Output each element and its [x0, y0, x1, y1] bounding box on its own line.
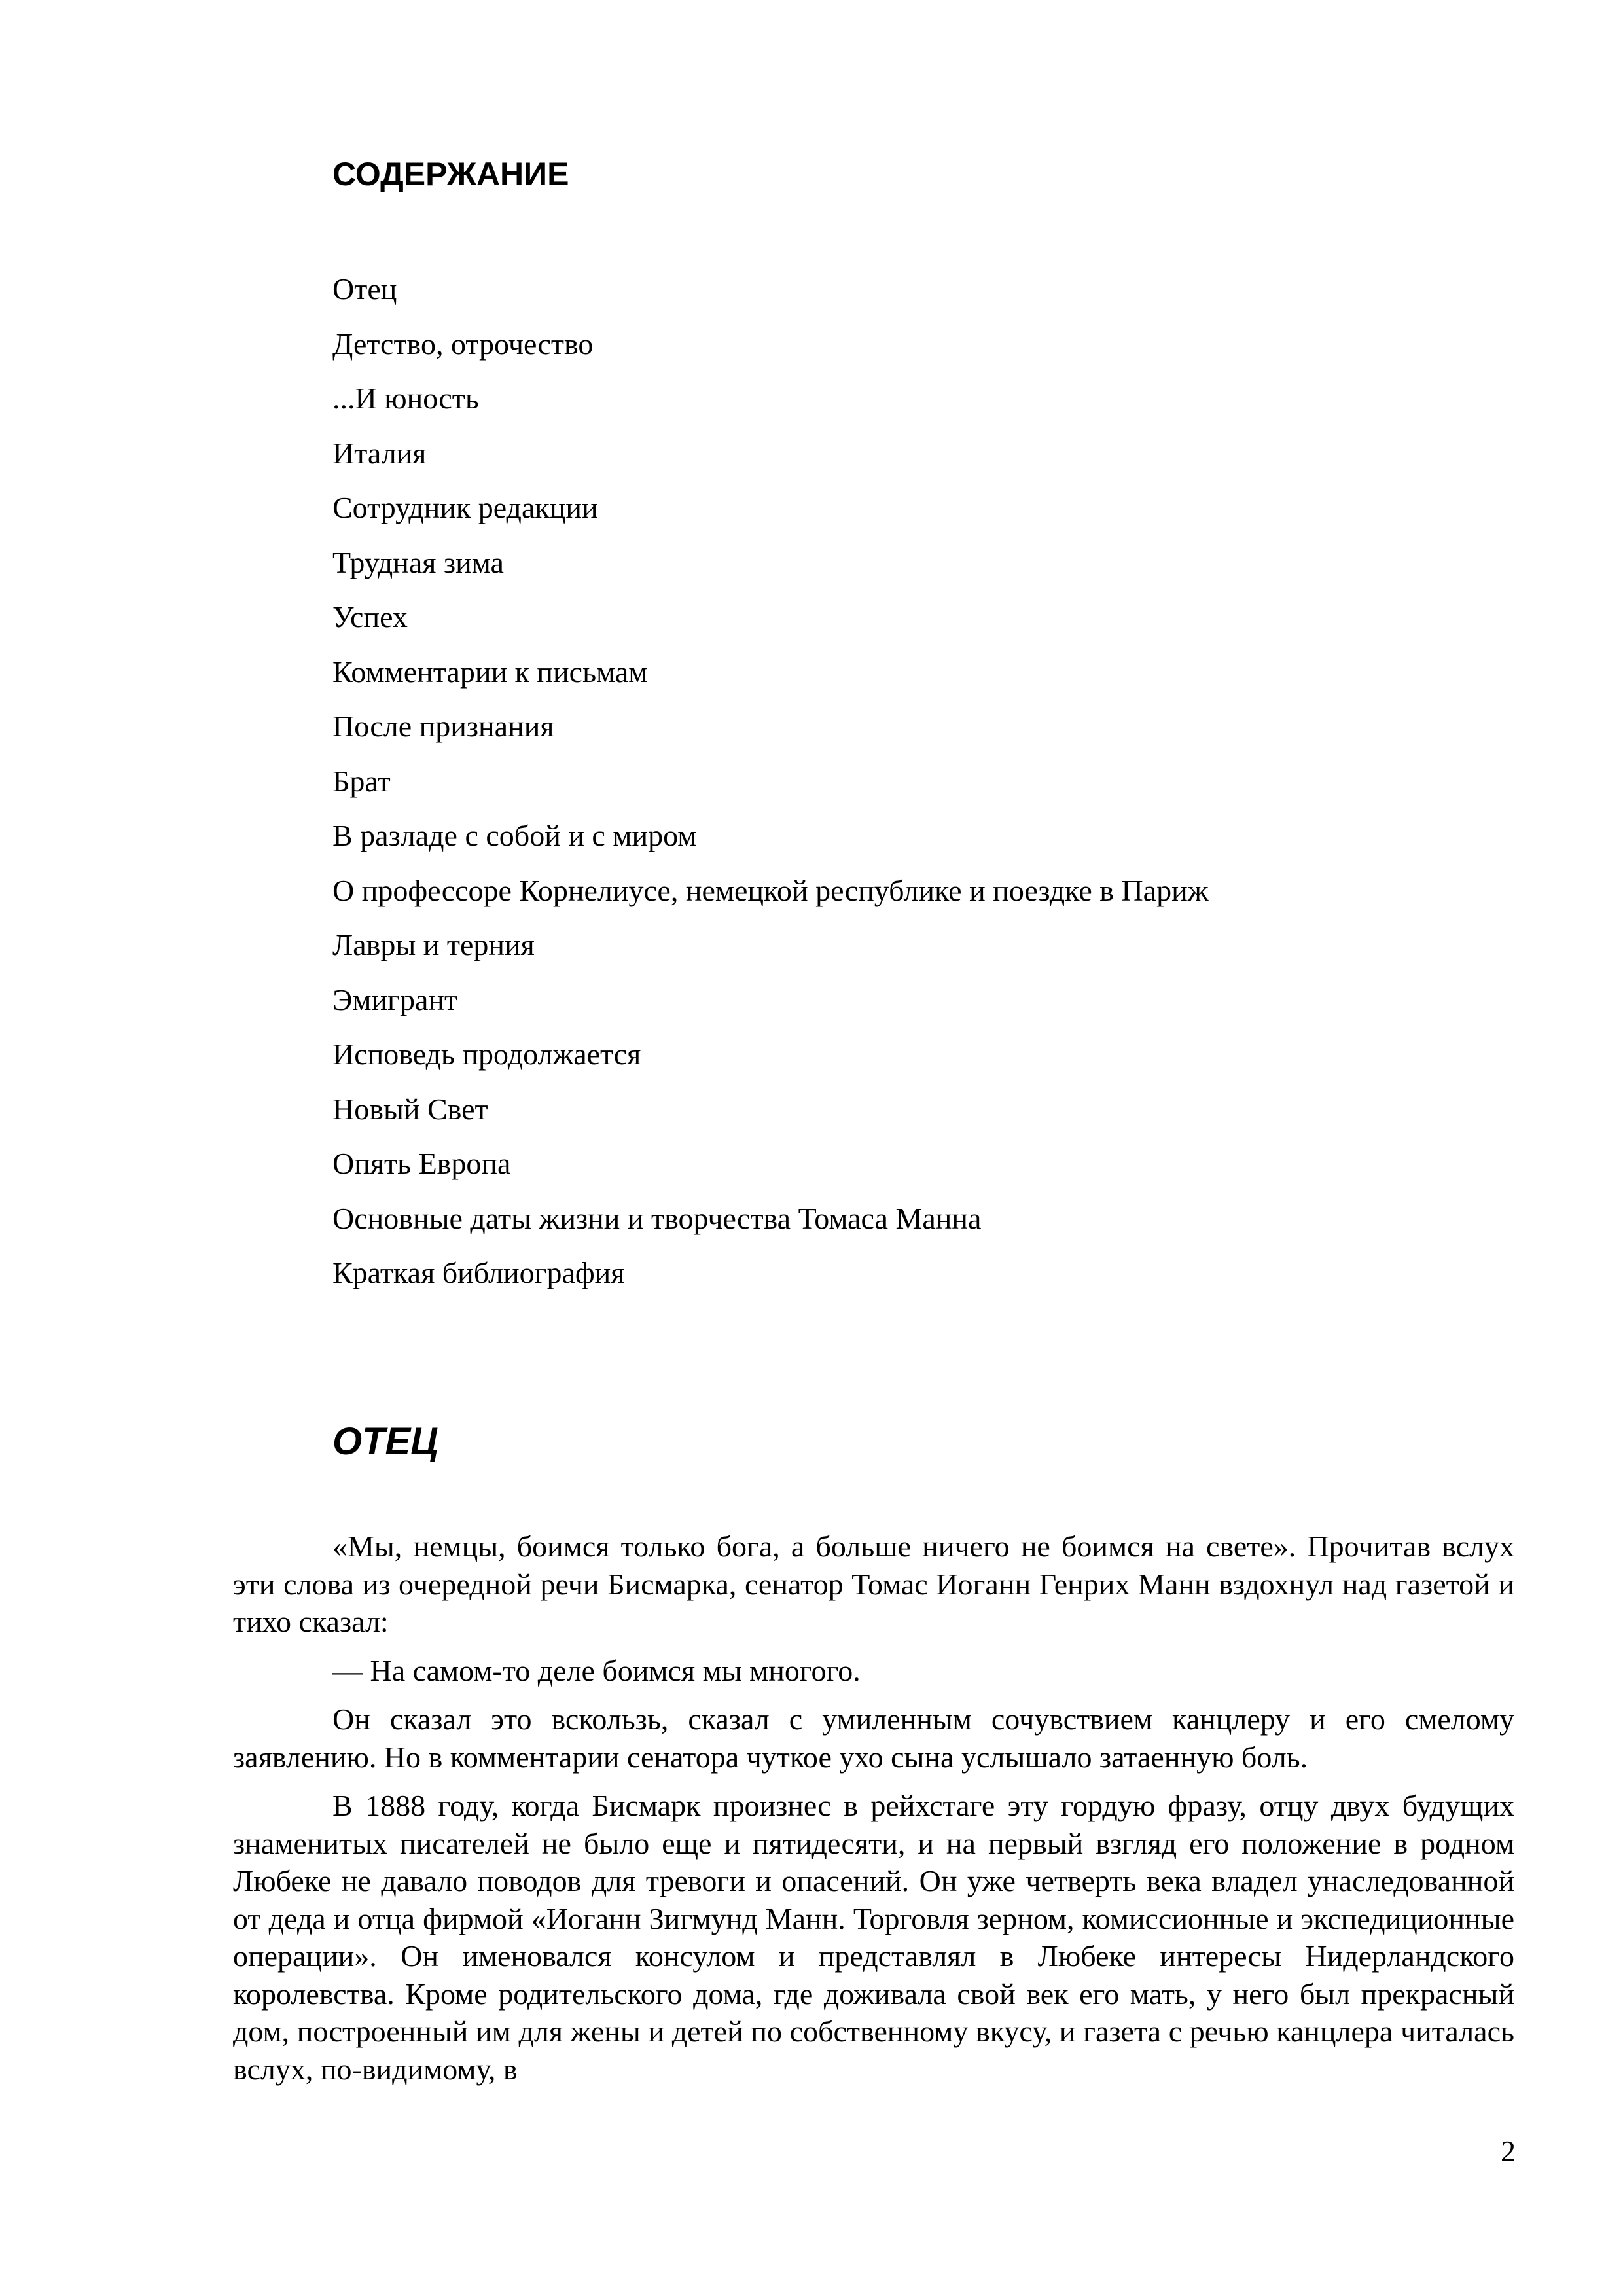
toc-item-detstvo: Детство, отрочество	[332, 327, 594, 361]
toc-heading: СОДЕРЖАНИЕ	[332, 156, 569, 192]
toc-item-ispoved: Исповедь продолжается	[332, 1037, 641, 1071]
toc-item-otets: Отец	[332, 272, 397, 306]
table-of-contents	[332, 262, 1209, 1300]
toc-item-trudnaya-zima: Трудная зима	[332, 545, 504, 579]
toc-item-o-professore: О профессоре Корнелиусе, немецкой республике и поездке в Париж	[332, 873, 1209, 907]
toc-item-brat: Брат	[332, 764, 391, 798]
paragraph: — На самом-то деле боимся мы многого.	[332, 1653, 861, 1687]
toc-item-lavry: Лавры и терния	[332, 928, 535, 961]
page-number: 2	[1501, 2134, 1516, 2168]
paragraph: В 1888 году, когда Бисмарк произнес в рейхстаге эту гордую фразу, отцу двух будущих знаменитых писателей не было еще и пятидесяти, и на первый взгляд его положение в родном Любеке не давало поводов для тревоги и опасений. Он уже четверть века владел унаследованной от деда и отца фирмой «Иоганн Зигмунд Манн. Торговля зерном, комиссионные и экспедиционные операции». Он именовался консулом и представлял в Любеке интересы Нидерландского королевства. Кроме родительского дома, где доживала свой век его мать, у него был прекрасный дом, построенный им для жены и детей по собственному вкусу, и газета с речью канцлера читалась вслух, по-видимому, в	[233, 1789, 1514, 2086]
toc-item-kommentarii: Комментарии к письмам	[332, 655, 648, 689]
toc-item-v-razlade: В разладе с собой и с миром	[332, 819, 697, 852]
toc-item-osnovnye-daty: Основные даты жизни и творчества Томаса Манна	[332, 1201, 982, 1235]
toc-item-emigrant: Эмигрант	[332, 982, 458, 1016]
toc-item-sotrudnik: Сотрудник редакции	[332, 491, 598, 524]
toc-item-italiya: Италия	[332, 436, 427, 470]
chapter-body	[233, 1528, 1514, 2099]
toc-item-uspekh: Успех	[332, 600, 408, 634]
toc-item-opyat-evropa: Опять Европа	[332, 1147, 511, 1180]
chapter-title: ОТЕЦ	[332, 1420, 438, 1463]
toc-item-posle-priznaniya: После признания	[332, 709, 554, 743]
paragraph: Он сказал это вскользь, сказал с умиленным сочувствием канцлеру и его смелому заявлению. Но в комментарии сенатора чуткое ухо сына услышало затаенную боль.	[233, 1702, 1514, 1774]
paragraph: «Мы, немцы, боимся только бога, а больше ничего не боимся на свете». Прочитав вслух эти слова из очередной речи Бисмарка, сенатор Томас Иоганн Генрих Манн вздохнул над газетой и тихо сказал:	[233, 1530, 1514, 1638]
toc-item-bibliografiya: Краткая библиография	[332, 1256, 625, 1289]
toc-item-novyi-svet: Новый Свет	[332, 1092, 488, 1126]
toc-item-yunost: ...И юность	[332, 382, 479, 415]
